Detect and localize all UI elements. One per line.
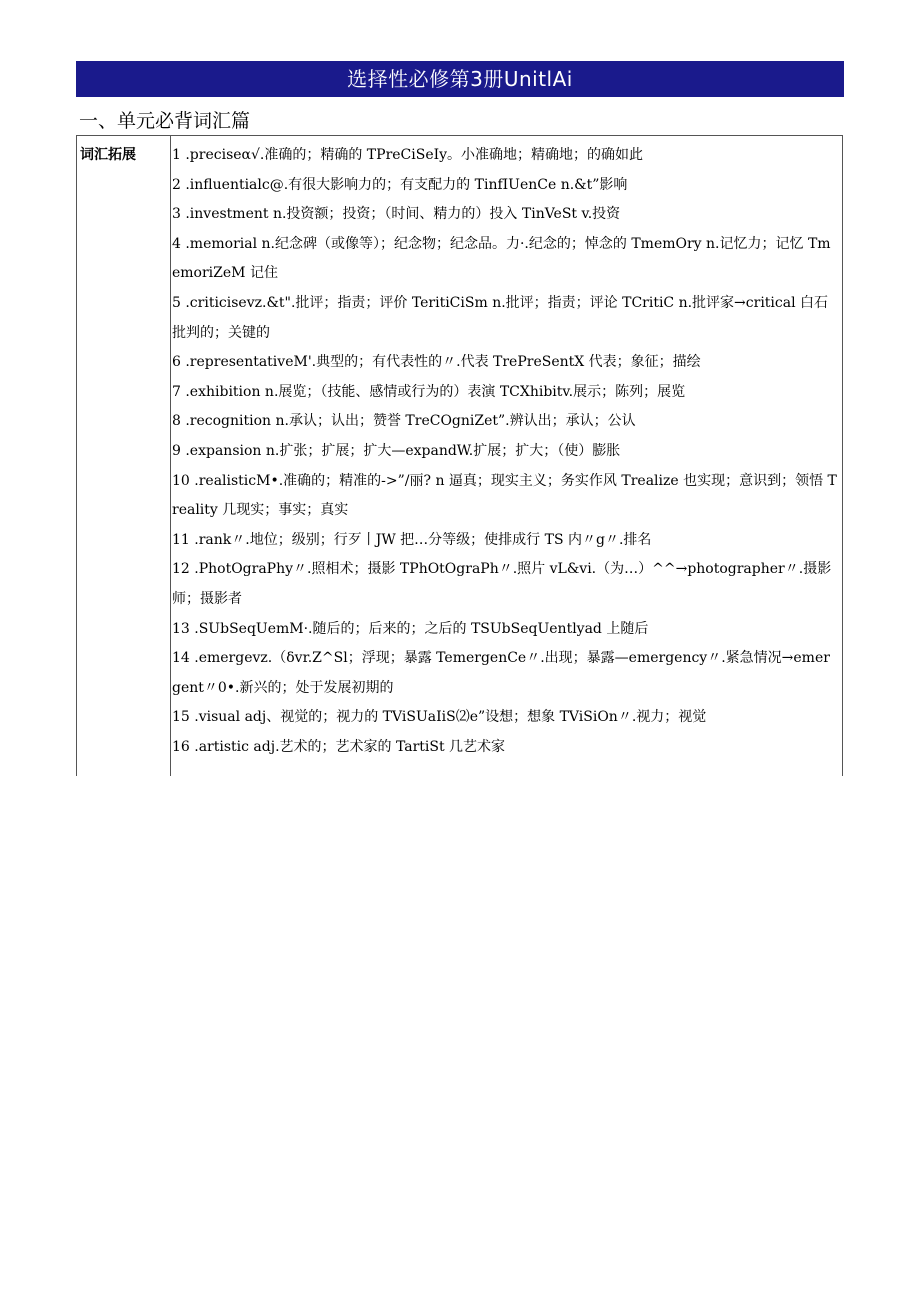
vocab-entry: 3 .investment n.投资额；投资；（时间、精力的）投入 TinVeSt v.投资 (172, 206, 621, 223)
vocab-entry: 11 .rank〃.地位；级别；行歹丨JW 把…分等级；使排成行 TS 内〃g〃.排名 (172, 531, 652, 548)
table-label-cell (77, 136, 171, 776)
table-label: 词汇拓展 (80, 147, 136, 163)
vocab-entry: 10 .realisticM•.准确的；精准的->”/丽? n 逼真；现实主义；务实作风 Trealize 也实现；意识到；领悟 Treality 几现实；事实；真实 (172, 472, 837, 519)
vocab-entry: 12 .PhotOgraPhy〃.照相术；摄影 TPhOtOgraPh〃.照片 vL&vi.（为…）^^→photographer〃.摄影师；摄影者 (172, 561, 832, 607)
page-title: 选择性必修第3册UnitlAi (347, 67, 573, 91)
vocab-entry: 2 .influentialc@.有很大影响力的；有支配力的 TinfIUenCe n.&t”影响 (172, 176, 628, 193)
table-content-cell (172, 141, 838, 762)
vocab-entry: 8 .recognition n.承认；认出；赞誉 TreCOgniZet”.辨认出；承认；公认 (172, 413, 636, 430)
page-title-banner (76, 61, 844, 97)
vocab-entry: 14 .emergevz.（δvr.Z^Sl；浮现；暴露 TemergenCe〃.出现；暴露—emergency〃.紧急情况→emergent〃0•.新兴的；处于发展初期的 (172, 650, 830, 696)
vocab-entry: 15 .visual adj、视觉的；视力的 TViSUaIiS⑵e”设想；想象 TViSiOn〃.视力；视觉 (172, 709, 707, 726)
vocab-entry: 6 .representativeM'.典型的；有代表性的〃.代表 TrePreSentX 代表；象征；描绘 (172, 354, 701, 371)
vocab-entry: 16 .artistic adj.艺术的；艺术家的 TartiSt 几艺术家 (172, 738, 506, 755)
vocab-entry: 4 .memorial n.纪念碑（或像等）；纪念物；纪念品。力·.纪念的；悼念的 TmemOry n.记忆力；记忆 TmemoriZeM 记住 (172, 235, 831, 282)
vocab-entry: 1 .preciseα√.准确的；精确的 TPreCiSeIy。小准确地；精确地；的确如此 (172, 147, 644, 163)
vocab-entry: 5 .criticisevz.&t".批评；指责；评价 TeritiCiSm n.批评；指责；评论 TCritiC n.批评家→critical 白石批判的；关键的 (172, 294, 829, 341)
vocabulary-table (76, 135, 843, 776)
vocab-entry: 9 .expansion n.扩张；扩展；扩大—expandW.扩展；扩大；（使）膨胀 (172, 442, 621, 459)
section-heading: 一、单元必背词汇篇 (79, 110, 251, 132)
vocab-entry: 13 .SUbSeqUemM·.随后的；后来的；之后的 TSUbSeqUentlyad 上随后 (172, 620, 649, 637)
vocab-entry: 7 .exhibition n.展览；（技能、感情或行为的）表演 TCXhibitv.展示；陈列；展览 (172, 383, 686, 400)
